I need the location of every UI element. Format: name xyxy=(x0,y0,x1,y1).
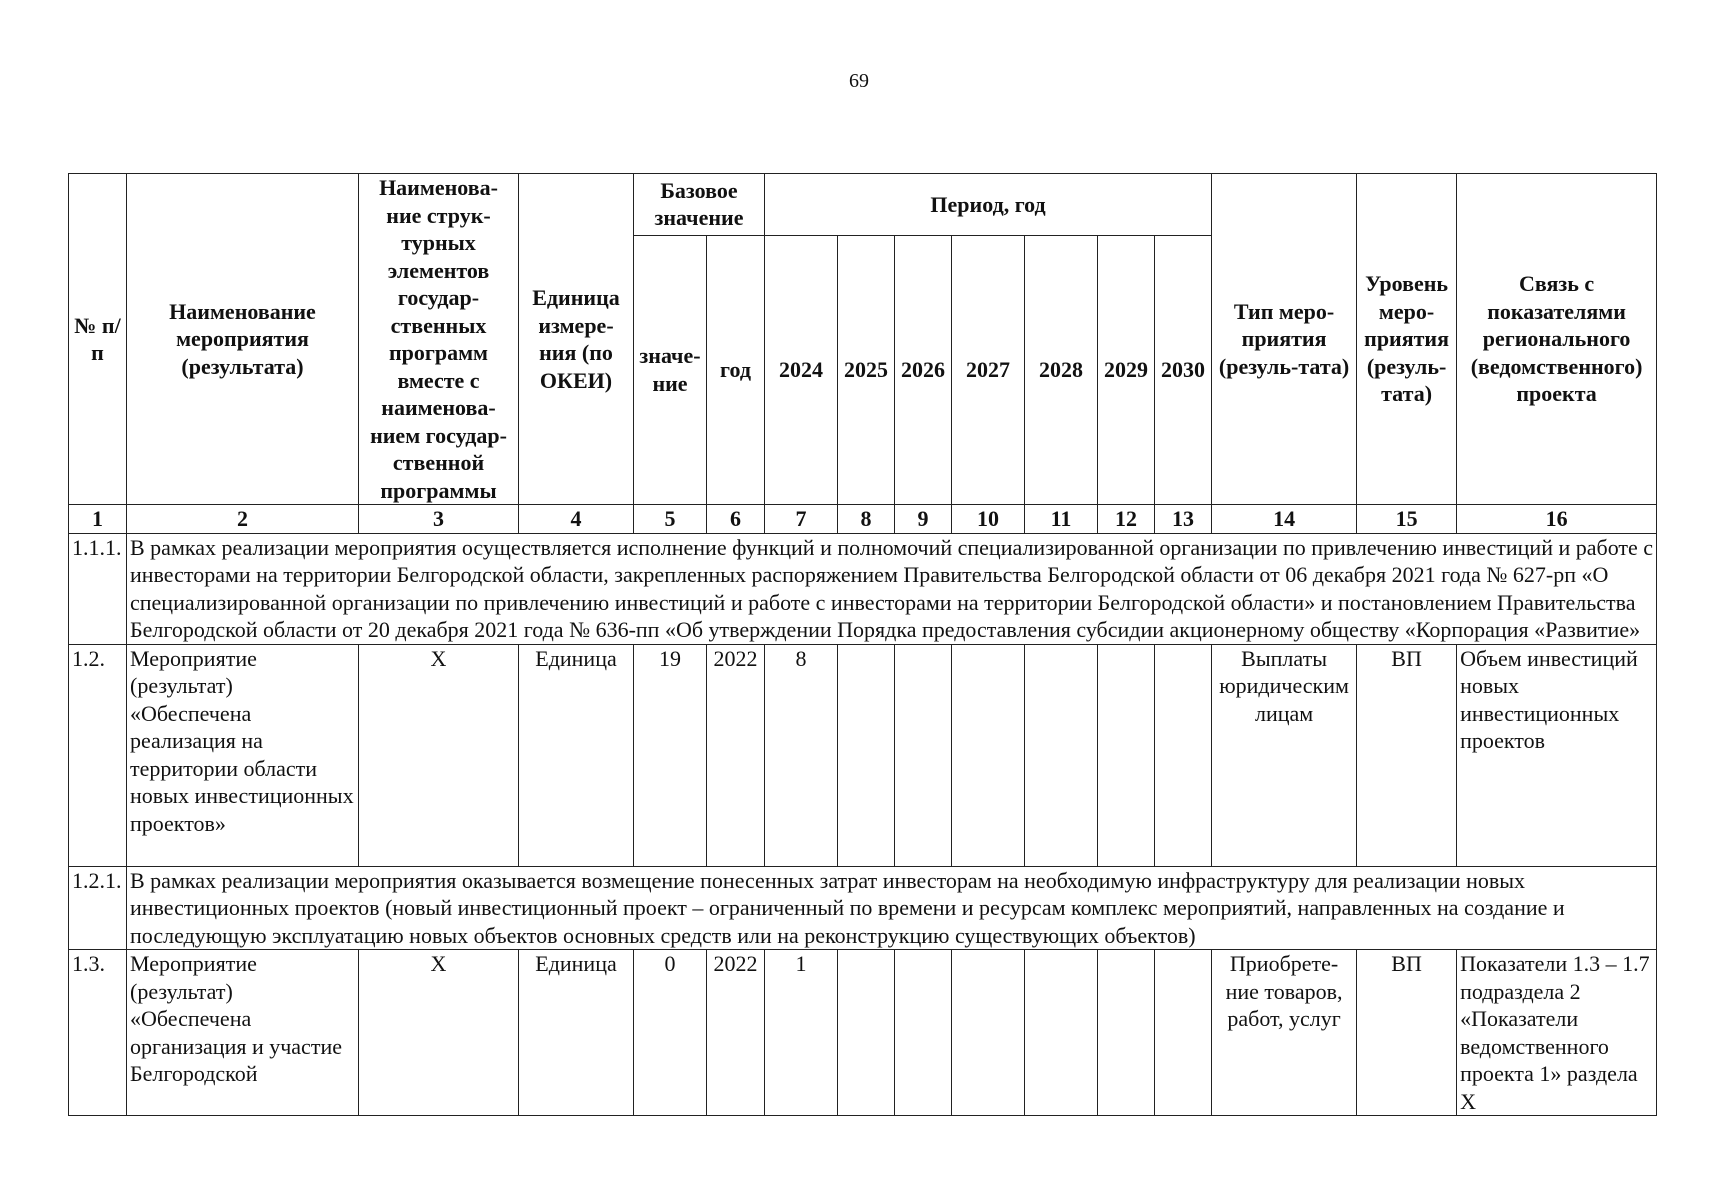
value-2030 xyxy=(1155,644,1212,866)
column-number: 14 xyxy=(1212,505,1357,534)
value-2024: 1 xyxy=(765,950,838,1116)
column-number: 8 xyxy=(838,505,895,534)
value-2026 xyxy=(895,644,952,866)
base-year: 2022 xyxy=(707,950,765,1116)
column-number: 11 xyxy=(1025,505,1098,534)
measure-level: ВП xyxy=(1357,950,1457,1116)
measure-name: Мероприятие (результат) «Обеспечена организация и участие Белгородской xyxy=(127,950,359,1116)
project-link: Показатели 1.3 – 1.7 подраздела 2 «Показатели ведомственного проекта 1» раздела X xyxy=(1457,950,1657,1116)
unit: Единица xyxy=(519,950,634,1116)
table-row xyxy=(69,644,1657,866)
base-value: 19 xyxy=(634,644,707,866)
header-unit: Единица измере-ния (по ОКЕИ) xyxy=(519,174,634,505)
column-number: 12 xyxy=(1098,505,1155,534)
column-number: 13 xyxy=(1155,505,1212,534)
measure-type: Приобрете-ние товаров, работ, услуг xyxy=(1212,950,1357,1116)
measure-type: Выплаты юридическим лицам xyxy=(1212,644,1357,866)
column-number: 15 xyxy=(1357,505,1457,534)
header-link: Связь с показателями регионального (ведомственного) проекта xyxy=(1457,174,1657,505)
value-2027 xyxy=(952,644,1025,866)
column-number: 16 xyxy=(1457,505,1657,534)
struct-element: X xyxy=(359,644,519,866)
header-level: Уровень меро-приятия (резуль-тата) xyxy=(1357,174,1457,505)
header-year-2024: 2024 xyxy=(765,235,838,504)
column-number-row xyxy=(69,505,1657,534)
row-number: 1.2. xyxy=(69,644,127,866)
header-num: № п/п xyxy=(69,174,127,505)
table-row xyxy=(69,533,1657,644)
header-base-value: значе-ние xyxy=(634,235,707,504)
table-row xyxy=(69,950,1657,1116)
header-struct: Наименова-ние струк-турных элементов государ-ственных программ вместе с наименова-нием государ-ственной программы xyxy=(359,174,519,505)
value-2024: 8 xyxy=(765,644,838,866)
table-row xyxy=(69,866,1657,950)
header-year-2027: 2027 xyxy=(952,235,1025,504)
value-2027 xyxy=(952,950,1025,1116)
column-number: 3 xyxy=(359,505,519,534)
measures-table xyxy=(68,173,1657,1116)
value-2029 xyxy=(1098,950,1155,1116)
project-link: Объем инвестиций новых инвестиционных проектов xyxy=(1457,644,1657,866)
header-base-year: год xyxy=(707,235,765,504)
measure-level: ВП xyxy=(1357,644,1457,866)
value-2028 xyxy=(1025,644,1098,866)
header-period: Период, год xyxy=(765,174,1212,236)
value-2028 xyxy=(1025,950,1098,1116)
row-number: 1.3. xyxy=(69,950,127,1116)
column-number: 10 xyxy=(952,505,1025,534)
unit: Единица xyxy=(519,644,634,866)
column-number: 1 xyxy=(69,505,127,534)
header-year-2025: 2025 xyxy=(838,235,895,504)
row-description: В рамках реализации мероприятия осуществляется исполнение функций и полномочий специализированной организации по привлечению инвестиций и работе с инвесторами на территории Белгородской области, закрепленных распоряжением Правительства Белгородской области от 06 декабря 2021 года № 627-рп «О специализированной организации по привлечению инвестиций и работе с инвесторами на территории Белгородской области» и постановлением Правительства Белгородской области от 20 декабря 2021 года № 636-пп «Об утверждении Порядка предоставления субсидии акционерному обществу «Корпорация «Развитие» xyxy=(127,533,1657,644)
header-year-2030: 2030 xyxy=(1155,235,1212,504)
header-type: Тип меро-приятия (резуль-тата) xyxy=(1212,174,1357,505)
struct-element: X xyxy=(359,950,519,1116)
row-description: В рамках реализации мероприятия оказывается возмещение понесенных затрат инвесторам на необходимую инфраструктуру для реализации новых инвестиционных проектов (новый инвестиционный проект – ограниченный по времени и ресурсам комплекс мероприятий, направленных на создание и последующую эксплуатацию новых объектов основных средств или на реконструкцию существующих объектов) xyxy=(127,866,1657,950)
base-value: 0 xyxy=(634,950,707,1116)
header-name: Наименование мероприятия (результата) xyxy=(127,174,359,505)
header-base: Базовое значение xyxy=(634,174,765,236)
column-number: 4 xyxy=(519,505,634,534)
base-year: 2022 xyxy=(707,644,765,866)
row-number: 1.2.1. xyxy=(69,866,127,950)
header-year-2029: 2029 xyxy=(1098,235,1155,504)
measure-name: Мероприятие (результат) «Обеспечена реализация на территории области новых инвестиционных проектов» xyxy=(127,644,359,866)
value-2029 xyxy=(1098,644,1155,866)
column-number: 5 xyxy=(634,505,707,534)
column-number: 6 xyxy=(707,505,765,534)
value-2025 xyxy=(838,950,895,1116)
column-number: 2 xyxy=(127,505,359,534)
column-number: 9 xyxy=(895,505,952,534)
value-2025 xyxy=(838,644,895,866)
page-number: 69 xyxy=(849,70,869,92)
value-2030 xyxy=(1155,950,1212,1116)
value-2026 xyxy=(895,950,952,1116)
header-year-2028: 2028 xyxy=(1025,235,1098,504)
header-year-2026: 2026 xyxy=(895,235,952,504)
column-number: 7 xyxy=(765,505,838,534)
row-number: 1.1.1. xyxy=(69,533,127,644)
